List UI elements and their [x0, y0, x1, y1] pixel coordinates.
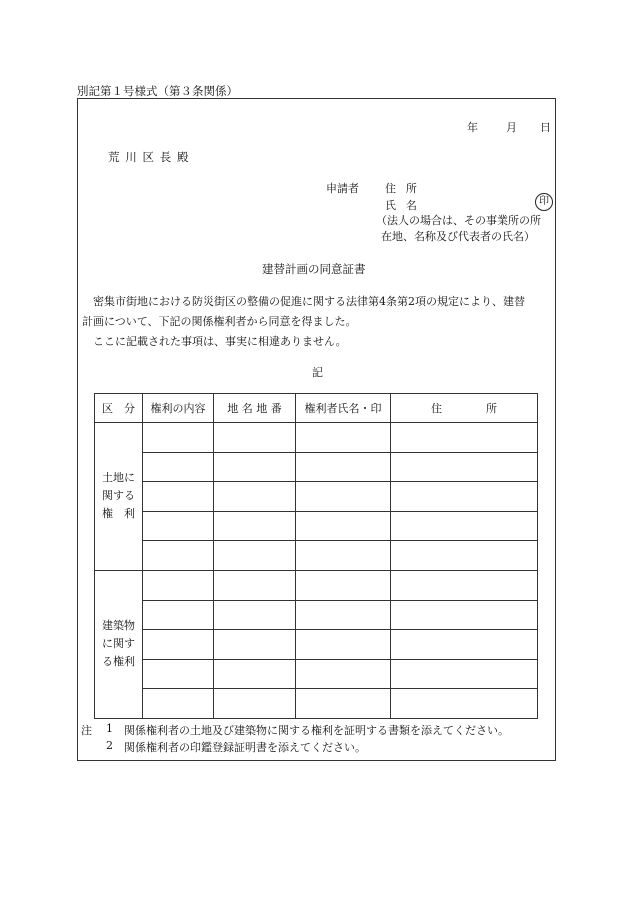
table-cell — [391, 600, 538, 630]
table-row — [95, 423, 538, 453]
table-row — [95, 511, 538, 541]
corporation-note-line2: 在地、名称及び代表者の氏名） — [381, 230, 535, 243]
header-address: 住 所 — [391, 394, 538, 423]
header-category: 区 分 — [95, 394, 143, 423]
table-cell — [214, 541, 296, 571]
table-cell — [296, 570, 391, 600]
table-cell — [214, 423, 296, 453]
category-building-line3: る権利 — [102, 655, 135, 669]
date-year-label: 年 — [467, 121, 478, 134]
table-cell — [214, 630, 296, 660]
table-cell — [391, 659, 538, 689]
table-row — [95, 689, 538, 719]
header-holder-name: 権利者氏名・印 — [296, 394, 391, 423]
notes-heading: 注 — [81, 724, 92, 737]
table-row — [95, 482, 538, 512]
table-cell — [143, 511, 214, 541]
category-land-line3: 権 利 — [102, 507, 135, 521]
ki-heading: 記 — [312, 366, 323, 379]
table-cell — [214, 600, 296, 630]
table-cell — [214, 452, 296, 482]
table-cell — [214, 570, 296, 600]
table-cell — [391, 423, 538, 453]
category-land-cell — [95, 423, 143, 571]
body-paragraph1-line2: 計画について、下記の関係権利者から同意を得ました。 — [82, 315, 357, 328]
corporation-note-line1: （法人の場合は、その事業所の所 — [376, 214, 541, 227]
name-label: 氏名 — [385, 199, 427, 212]
address-label: 住所 — [385, 182, 427, 195]
body-paragraph1-line1: 密集市街地における防災街区の整備の促進に関する法律第4条第2項の規定により、建替 — [93, 295, 525, 308]
date-day-label: 日 — [540, 121, 551, 134]
table-cell — [143, 541, 214, 571]
table-cell — [296, 600, 391, 630]
note1-text: 関係権利者の土地及び建築物に関する権利を証明する書類を添えてください。 — [124, 724, 509, 737]
table-cell — [296, 659, 391, 689]
table-row — [95, 630, 538, 660]
note1-number: 1 — [106, 722, 113, 735]
table-cell — [214, 482, 296, 512]
table-cell — [391, 511, 538, 541]
category-land-line1: 土地に — [102, 471, 135, 485]
category-building-line1: 建築物 — [102, 619, 135, 633]
table-cell — [143, 659, 214, 689]
note2-number: 2 — [106, 739, 113, 752]
seal-mark: 印 — [535, 193, 553, 211]
category-building-cell — [95, 570, 143, 718]
table-cell — [296, 423, 391, 453]
table-cell — [143, 689, 214, 719]
date-month-label: 月 — [506, 121, 517, 134]
table-cell — [296, 452, 391, 482]
body-paragraph2: ここに記載された事項は、事実に相違ありません。 — [93, 335, 347, 348]
table-cell — [391, 541, 538, 571]
table-cell — [391, 452, 538, 482]
table-cell — [143, 452, 214, 482]
note2-text: 関係権利者の印鑑登録証明書を添えてください。 — [124, 741, 366, 754]
table-cell — [296, 630, 391, 660]
table-row — [95, 659, 538, 689]
table-cell — [296, 511, 391, 541]
table-cell — [143, 482, 214, 512]
addressee: 荒川区長殿 — [108, 150, 195, 164]
category-land-line2: 関する — [102, 489, 135, 503]
form-label: 別記第１号様式（第３条関係） — [77, 84, 238, 98]
document-title: 建替計画の同意証書 — [262, 262, 366, 276]
table-row — [95, 452, 538, 482]
table-cell — [214, 689, 296, 719]
table-cell — [214, 511, 296, 541]
table-cell — [391, 630, 538, 660]
table-row — [95, 600, 538, 630]
table-cell — [391, 482, 538, 512]
table-header-row — [95, 394, 538, 423]
table-cell — [296, 482, 391, 512]
header-lot-number: 地 名 地 番 — [214, 394, 296, 423]
table-cell — [296, 541, 391, 571]
table-cell — [214, 659, 296, 689]
table-cell — [143, 423, 214, 453]
rights-table — [94, 393, 538, 719]
applicant-label: 申請者 — [326, 182, 359, 195]
table-cell — [296, 689, 391, 719]
category-building-line2: に関す — [102, 637, 135, 651]
header-right-content: 権利の内容 — [143, 394, 214, 423]
table-cell — [143, 600, 214, 630]
table-cell — [391, 689, 538, 719]
table-cell — [391, 570, 538, 600]
table-row — [95, 541, 538, 571]
table-cell — [143, 630, 214, 660]
table-row — [95, 570, 538, 600]
table-cell — [143, 570, 214, 600]
